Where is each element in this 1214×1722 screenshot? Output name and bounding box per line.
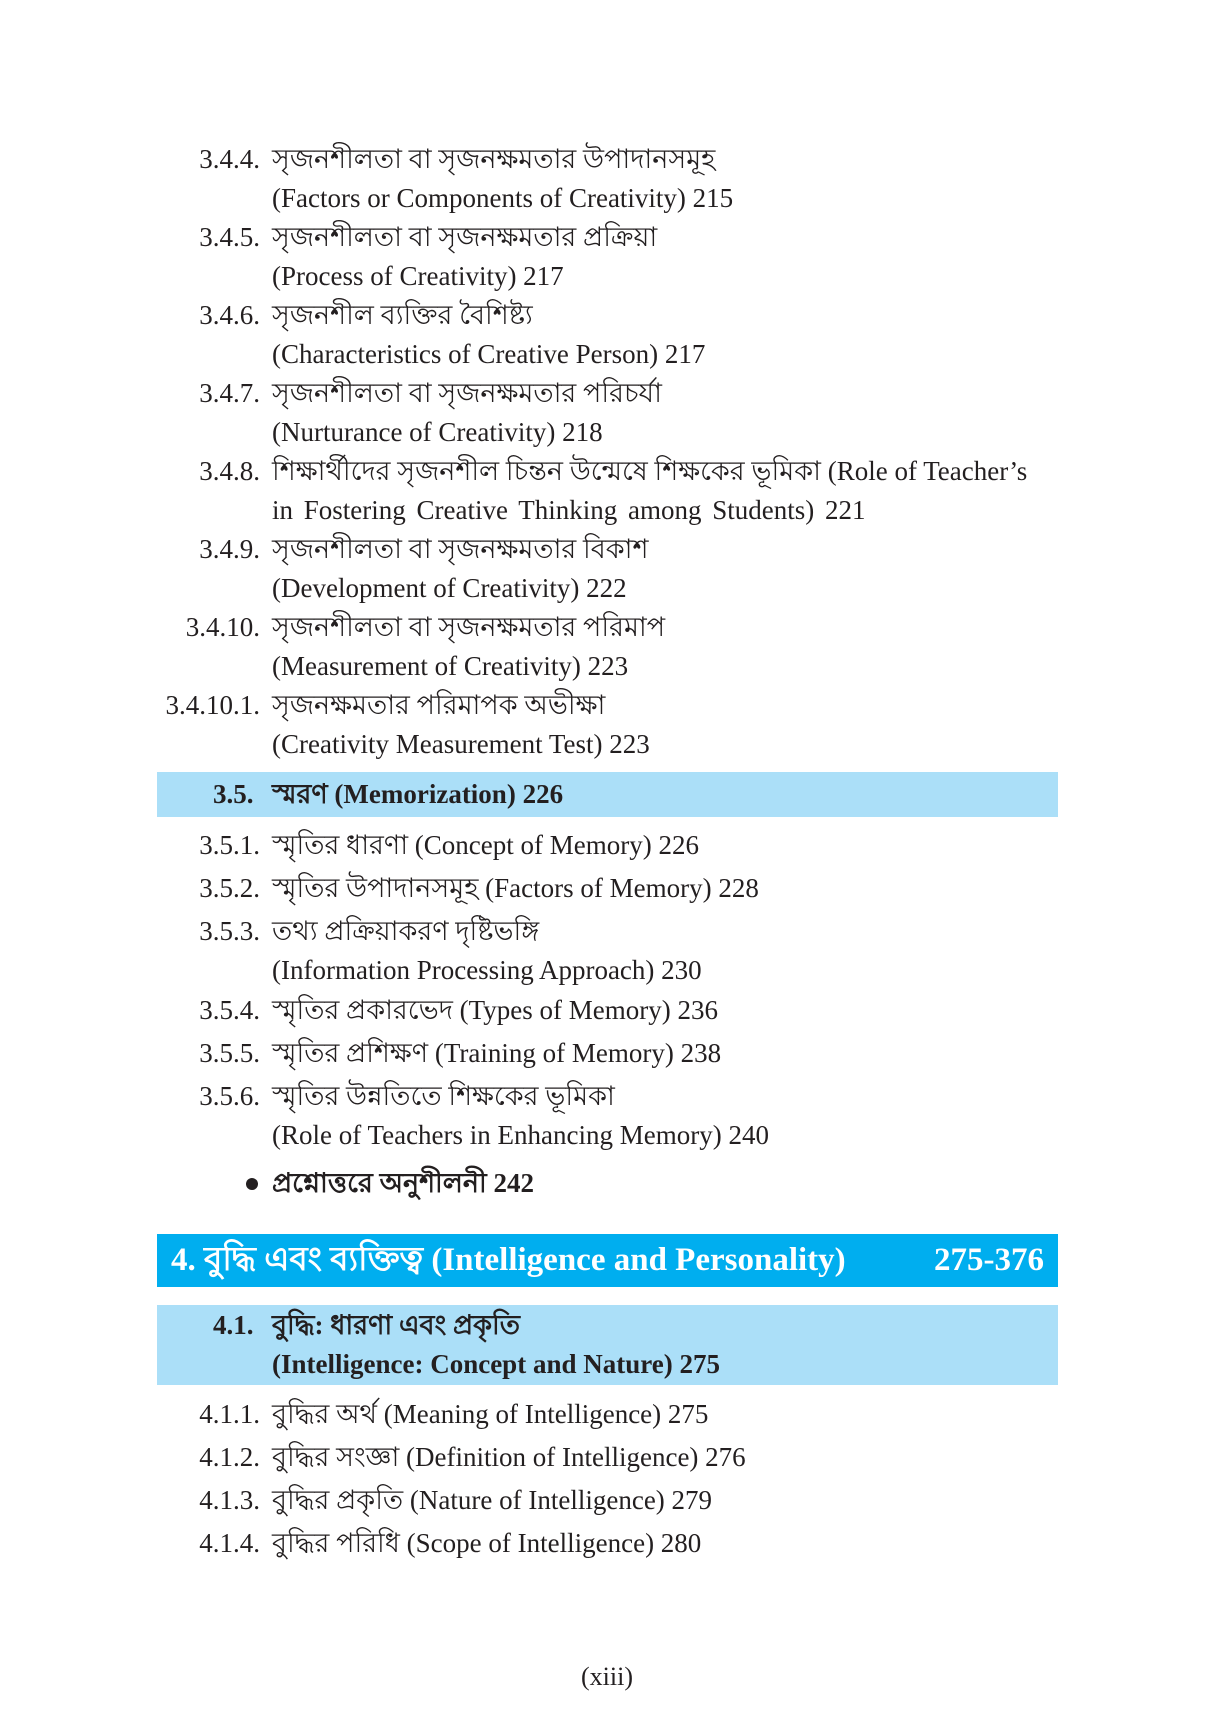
entry-number: 4.1.2.: [199, 1442, 260, 1472]
toc-entry-3-4-5-en[interactable]: [0, 257, 1214, 296]
entry-title-en: (Nurturance of Creativity) 218: [272, 417, 603, 447]
toc-entry-3-4-6[interactable]: [0, 296, 1214, 335]
toc-entry-3-4-10-1-en[interactable]: [0, 725, 1214, 764]
entry-title-en: in Fostering Creative Thinking among Students) 221: [272, 495, 866, 525]
entry-number: 3.4.4.: [199, 144, 260, 174]
entry-title-bn: শিক্ষার্থীদের সৃজনশীল চিন্তন উন্মেষে শিক্ষকের ভূমিকা (Role of Teacher’s: [272, 456, 1028, 486]
entry-title-bn: সৃজনশীলতা বা সৃজনক্ষমতার পরিমাপ: [272, 612, 666, 642]
entry-title-bn: সৃজনশীলতা বা সৃজনক্ষমতার উপাদানসমূহ: [272, 144, 716, 174]
entry-number: 3.5.5.: [199, 1038, 260, 1068]
toc-entry-3-5-1[interactable]: [0, 826, 1214, 865]
entry-title: স্মৃতির উপাদানসমূহ (Factors of Memory) 228: [272, 873, 759, 903]
entry-title: বুদ্ধির সংজ্ঞা (Definition of Intelligence) 276: [272, 1442, 746, 1472]
entry-number: 4.1.3.: [199, 1485, 260, 1515]
bullet-icon: [246, 1178, 258, 1190]
section-title: স্মরণ (Memorization) 226: [272, 779, 564, 809]
entry-number: 4.1.4.: [199, 1528, 260, 1558]
entry-number: 3.4.10.1.: [165, 690, 260, 720]
entry-number: 3.4.5.: [199, 222, 260, 252]
section-title-en: (Intelligence: Concept and Nature) 275: [272, 1349, 720, 1379]
entry-number: 3.5.1.: [199, 830, 260, 860]
toc-entry-3-4-7-en[interactable]: [0, 413, 1214, 452]
page-number: (xiii): [581, 1662, 633, 1691]
entry-title-en: (Characteristics of Creative Person) 217: [272, 339, 706, 369]
toc-entry-3-4-7[interactable]: [0, 374, 1214, 413]
exercise-title: প্রশ্নোত্তরে অনুশীলনী 242: [272, 1168, 534, 1198]
entry-title-en: (Development of Creativity) 222: [272, 573, 627, 603]
toc-entry-3-5-5[interactable]: [0, 1034, 1214, 1073]
entry-title: তথ্য প্রক্রিয়াকরণ দৃষ্টিভঙ্গি: [272, 916, 540, 946]
entry-number: 3.4.10.: [185, 612, 260, 642]
entry-title-bn: সৃজনশীলতা বা সৃজনক্ষমতার বিকাশ: [272, 534, 649, 564]
toc-entry-3-4-9[interactable]: [0, 530, 1214, 569]
toc-entry-exercise[interactable]: [0, 1164, 1214, 1203]
toc-entry-4-1-3[interactable]: [0, 1481, 1214, 1520]
toc-entry-4-1-2[interactable]: [0, 1438, 1214, 1477]
entry-title-bn: সৃজনশীলতা বা সৃজনক্ষমতার প্রক্রিয়া: [272, 222, 658, 252]
entry-title-bn: সৃজনশীল ব্যক্তির বৈশিষ্ট্য: [272, 300, 533, 330]
toc-entry-3-5-3-en[interactable]: [0, 951, 1214, 990]
toc-entry-3-4-6-en[interactable]: [0, 335, 1214, 374]
entry-title-bn: সৃজনক্ষমতার পরিমাপক অভীক্ষা: [272, 690, 606, 720]
entry-number: 3.4.7.: [199, 378, 260, 408]
toc-entry-3-4-10-en[interactable]: [0, 647, 1214, 686]
entry-title: বুদ্ধির প্রকৃতি (Nature of Intelligence) 279: [272, 1485, 713, 1515]
entry-number: 3.4.6.: [199, 300, 260, 330]
toc-entry-4-1-1[interactable]: [0, 1395, 1214, 1434]
toc-entry-3-4-9-en[interactable]: [0, 569, 1214, 608]
section-heading-4-1[interactable]: [157, 1305, 1058, 1385]
entry-title-en: (Process of Creativity) 217: [272, 261, 564, 291]
section-heading-3-5[interactable]: [157, 772, 1058, 817]
toc-entry-3-4-5[interactable]: [0, 218, 1214, 257]
entry-title: স্মৃতির উন্নতিতে শিক্ষকের ভূমিকা: [272, 1081, 615, 1111]
entry-number: 3.5.3.: [199, 916, 260, 946]
toc-entry-3-5-6[interactable]: [0, 1077, 1214, 1116]
toc-entry-4-1-4[interactable]: [0, 1524, 1214, 1563]
chapter-heading-4[interactable]: [157, 1234, 1058, 1287]
entry-number: 3.5.2.: [199, 873, 260, 903]
entry-number: 3.4.9.: [199, 534, 260, 564]
entry-number: 3.4.8.: [199, 456, 260, 486]
toc-entry-3-5-3[interactable]: [0, 912, 1214, 951]
entry-title-en: (Information Processing Approach) 230: [272, 955, 702, 985]
entry-title: স্মৃতির প্রকারভেদ (Types of Memory) 236: [272, 995, 718, 1025]
toc-entry-3-4-8[interactable]: [0, 452, 1214, 491]
toc-entry-3-4-10[interactable]: [0, 608, 1214, 647]
toc-entry-3-5-2[interactable]: [0, 869, 1214, 908]
entry-number: 4.1.1.: [199, 1399, 260, 1429]
entry-number: 3.5.6.: [199, 1081, 260, 1111]
toc-entry-3-4-8-en[interactable]: [0, 491, 1214, 530]
entry-title: স্মৃতির ধারণা (Concept of Memory) 226: [272, 830, 699, 860]
entry-title-bn: সৃজনশীলতা বা সৃজনক্ষমতার পরিচর্যা: [272, 378, 662, 408]
chapter-page-range: 275-376: [934, 1242, 1044, 1278]
toc-entry-3-4-4[interactable]: [0, 140, 1214, 179]
entry-title-en: (Creativity Measurement Test) 223: [272, 729, 650, 759]
chapter-title: 4. বুদ্ধি এবং ব্যক্তিত্ব (Intelligence and Personality): [171, 1242, 846, 1278]
toc-entry-3-5-6-en[interactable]: [0, 1116, 1214, 1155]
entry-title: বুদ্ধির পরিধি (Scope of Intelligence) 280: [272, 1528, 702, 1558]
entry-number: 3.5.4.: [199, 995, 260, 1025]
toc-entry-3-4-10-1[interactable]: [0, 686, 1214, 725]
section-title-bn: বুদ্ধি: ধারণা এবং প্রকৃতি: [272, 1310, 520, 1340]
entry-title-en: (Measurement of Creativity) 223: [272, 651, 629, 681]
toc-entry-3-5-4[interactable]: [0, 991, 1214, 1030]
entry-title-en: (Factors or Components of Creativity) 215: [272, 183, 734, 213]
toc-entry-3-4-4-en[interactable]: [0, 179, 1214, 218]
entry-title-en: (Role of Teachers in Enhancing Memory) 240: [272, 1120, 769, 1150]
section-number: 4.1.: [213, 1310, 254, 1340]
entry-title: বুদ্ধির অর্থ (Meaning of Intelligence) 275: [272, 1399, 709, 1429]
section-number: 3.5.: [213, 779, 254, 809]
entry-title: স্মৃতির প্রশিক্ষণ (Training of Memory) 238: [272, 1038, 722, 1068]
